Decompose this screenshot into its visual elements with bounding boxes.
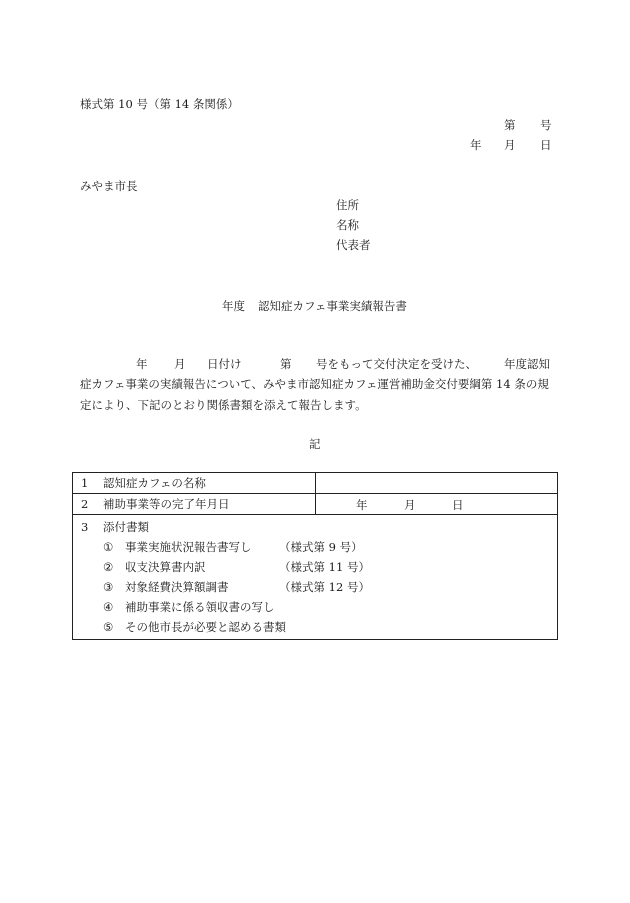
attachment-table (72, 472, 558, 640)
item-mark: ② (103, 560, 114, 574)
table-row (73, 473, 558, 494)
row3-num: 3 (81, 520, 89, 534)
item-mark: ③ (103, 580, 114, 594)
applicant-representative: 代表者 (336, 238, 371, 252)
table-row (73, 515, 558, 640)
body-dated: 日付け (207, 357, 242, 371)
list-item (73, 617, 557, 637)
row1-label: 認知症カフェの名称 (103, 476, 206, 490)
title-year-prefix: 年度 (222, 299, 245, 313)
body-line1-tail: 年度認知 (504, 357, 550, 371)
item-form: （様式第 12 号） (279, 580, 370, 594)
list-item (73, 577, 557, 597)
row2-num: 2 (81, 497, 89, 511)
row1-value-cell (316, 473, 558, 494)
body-dai: 第 (280, 357, 292, 371)
row2-label-cell (73, 494, 316, 515)
title-text: 認知症カフェ事業実績報告書 (258, 299, 407, 313)
ki-heading: 記 (309, 437, 321, 451)
item-text: 対象経費決算額調書 (125, 580, 229, 594)
row1-num: 1 (81, 476, 89, 490)
row3-label: 添付書類 (103, 520, 149, 534)
addressee: みやま市長 (80, 179, 138, 193)
row2-day: 日 (452, 498, 464, 512)
body-line3: 定により、下記のとおり関係書類を添えて報告します。 (80, 398, 367, 412)
number-dai: 第 (504, 118, 516, 132)
date-month: 月 (504, 138, 516, 152)
body-line2: 症カフェ事業の実績報告について、みやま市認知症カフェ運営補助金交付要綱第 14 条の規 (80, 377, 549, 391)
item-mark: ⑤ (103, 620, 114, 634)
date-year: 年 (470, 138, 482, 152)
item-mark: ① (103, 540, 114, 554)
item-text: 事業実施状況報告書写し (125, 540, 252, 554)
item-mark: ④ (103, 600, 114, 614)
item-text: 補助事業に係る領収書の写し (125, 600, 275, 614)
body-year: 年 (136, 357, 148, 371)
row3-header (73, 517, 557, 537)
applicant-address: 住所 (336, 198, 359, 212)
list-item (73, 537, 557, 557)
item-form: （様式第 11 号） (279, 560, 370, 574)
form-label: 様式第 10 号（第 14 条関係） (80, 97, 239, 111)
table-row (73, 494, 558, 515)
row2-month: 月 (404, 498, 416, 512)
date-day: 日 (540, 138, 552, 152)
row1-label-cell (73, 473, 316, 494)
row2-label: 補助事業等の完了年月日 (103, 497, 230, 511)
list-item (73, 557, 557, 577)
item-text: その他市長が必要と認める書類 (125, 620, 286, 634)
body-month: 月 (174, 357, 186, 371)
row2-value-cell (316, 494, 558, 515)
applicant-name: 名称 (336, 218, 359, 232)
row2-year: 年 (356, 498, 368, 512)
item-text: 収支決算書内訳 (125, 560, 206, 574)
list-item (73, 597, 557, 617)
row3-cell (73, 515, 558, 640)
number-go: 号 (540, 118, 552, 132)
body-line1-rest: 号をもって交付決定を受けた、 (316, 357, 477, 371)
item-form: （様式第 9 号） (279, 540, 363, 554)
